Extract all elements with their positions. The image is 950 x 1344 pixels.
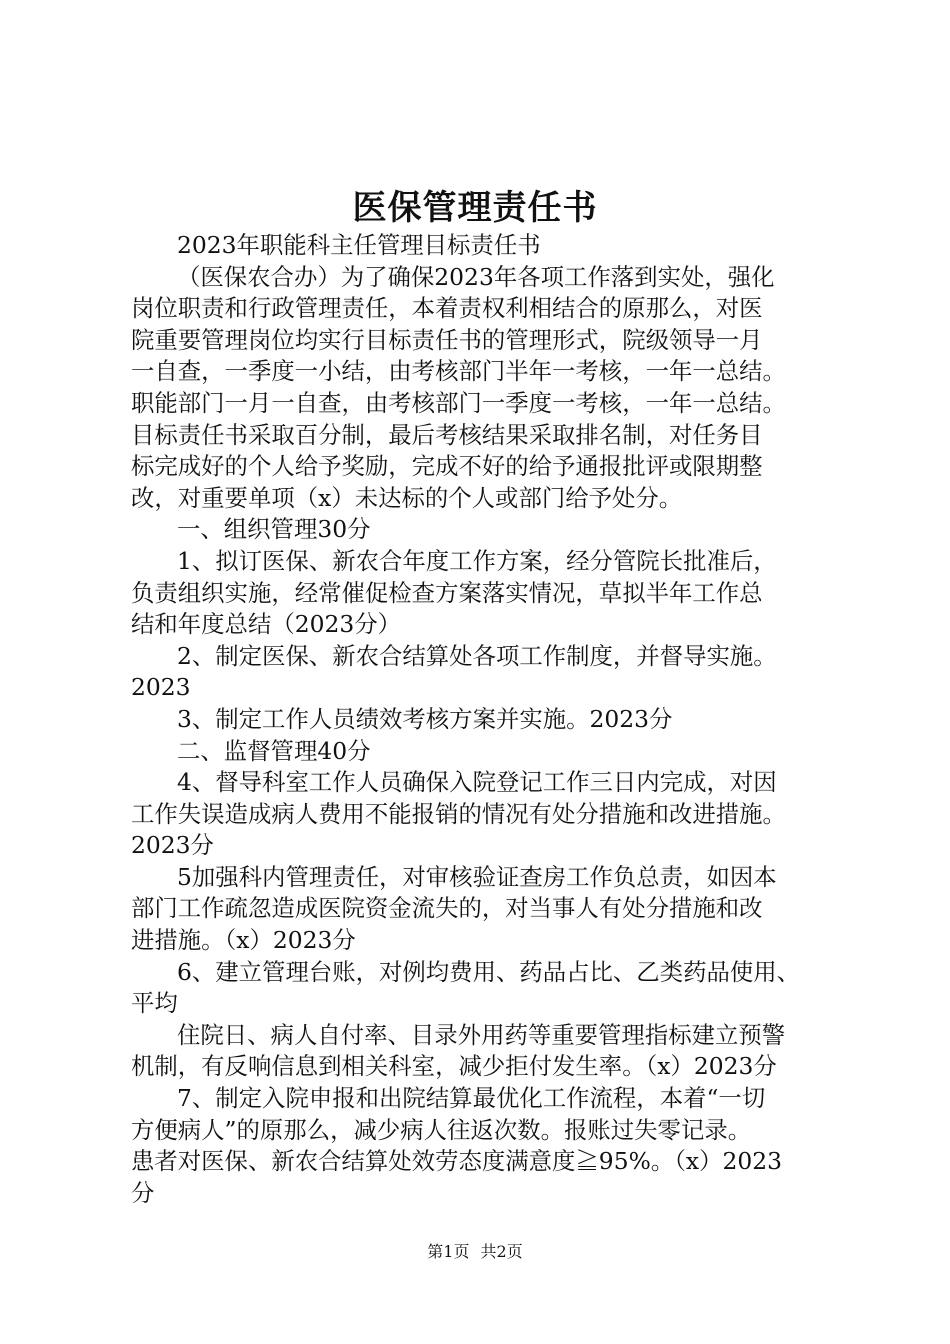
text-line: 部门工作疏忽造成医院资金流失的，对当事人有处分措施和改 xyxy=(131,894,763,923)
text-line: 住院日、病人自付率、目录外用药等重要管理指标建立预警 xyxy=(177,1020,786,1049)
text-line: 一、组织管理30分 xyxy=(177,515,371,544)
text-line: 5加强科内管理责任，对审核验证查房工作负总责，如因本 xyxy=(177,862,777,891)
text-line: 2、制定医保、新农合结算处各项工作制度，并督导实施。 xyxy=(177,641,777,670)
text-line: 1、拟订医保、新农合年度工作方案，经分管院长批准后， xyxy=(177,546,777,575)
text-line: 分 xyxy=(131,1178,155,1207)
text-line: 岗位职责和行政管理责任，本着责权利相结合的原那么，对医 xyxy=(131,294,763,323)
text-line: 改，对重要单项（x）未达标的个人或部门给予处分。 xyxy=(131,483,683,512)
text-line: 2023 xyxy=(131,673,191,702)
page-number: 第1页 xyxy=(427,1242,470,1261)
text-line: （医保农合办）为了确保2023年各项工作落到实处，强化 xyxy=(177,262,775,291)
text-line: 2023分 xyxy=(131,831,214,860)
text-line: 6、建立管理台账，对例均费用、药品占比、乙类药品使用、 xyxy=(177,957,801,986)
text-line: 平均 xyxy=(131,989,178,1018)
text-line: 3、制定工作人员绩效考核方案并实施。2023分 xyxy=(177,704,673,733)
text-line: 7、制定入院申报和出院结算最优化工作流程，本着“一切 xyxy=(177,1084,766,1113)
text-line: 2023年职能科主任管理目标责任书 xyxy=(177,231,541,259)
text-line: 结和年度总结（2023分） xyxy=(131,610,402,639)
text-line: 方便病人”的原那么，减少病人往返次数。报账过失零记录。 xyxy=(131,1115,752,1144)
text-line: 院重要管理岗位均实行目标责任书的管理形式，院级领导一月 xyxy=(131,325,763,354)
text-line: 职能部门一月一自查，由考核部门一季度一考核，一年一总结。 xyxy=(131,388,786,417)
text-line: 负责组织实施，经常催促检查方案落实情况，草拟半年工作总 xyxy=(131,578,763,607)
text-line: 一自查，一季度一小结，由考核部门半年一考核，一年一总结。 xyxy=(131,357,786,386)
document-body xyxy=(131,230,853,1209)
document-title: 医保管理责任书 xyxy=(352,188,598,228)
page-footer xyxy=(0,1240,950,1264)
text-line: 标完成好的个人给予奖励，完成不好的给予通报批评或限期整 xyxy=(131,452,763,481)
text-line: 机制，有反响信息到相关科室，减少拒付发生率。（x）2023分 xyxy=(131,1052,777,1081)
text-line: 4、督导科室工作人员确保入院登记工作三日内完成，对因 xyxy=(177,768,777,797)
page-total: 共2页 xyxy=(480,1242,523,1261)
text-line: 工作失误造成病人费用不能报销的情况有处分措施和改进措施。 xyxy=(131,799,786,828)
text-line: 目标责任书采取百分制，最后考核结果采取排名制，对任务目 xyxy=(131,420,763,449)
text-line: 患者对医保、新农合结算处效劳态度满意度≧95%。（x）2023 xyxy=(131,1147,782,1176)
text-line: 进措施。（x）2023分 xyxy=(131,926,356,955)
text-line: 二、监督管理40分 xyxy=(177,736,371,765)
